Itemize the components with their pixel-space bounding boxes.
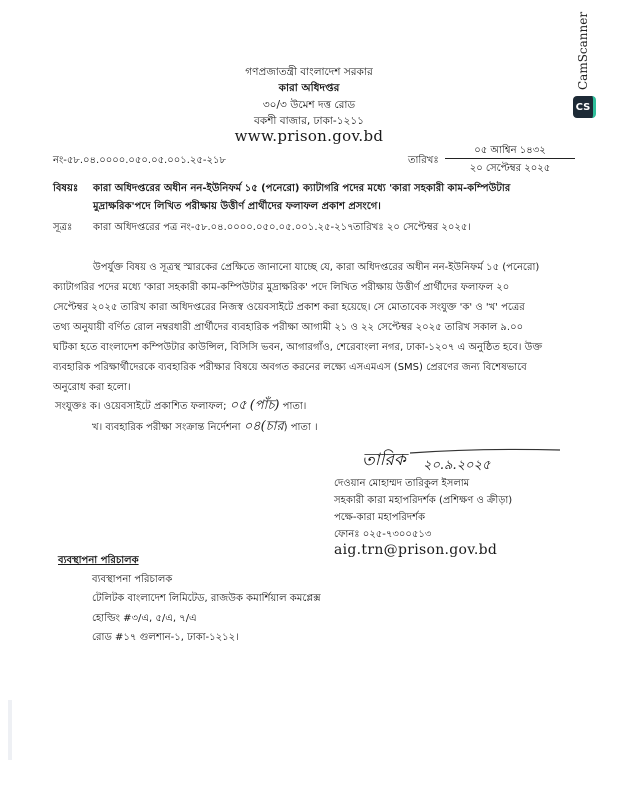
camscanner-watermark-text: CamScanner (576, 11, 590, 90)
subject-label: বিষয়ঃ (53, 183, 79, 194)
handwritten-date: ২০.৯.২০২৫ (423, 458, 491, 473)
attachment-2-count: ০৪( (243, 419, 266, 434)
date-divider (445, 158, 575, 159)
government-name: গণপ্রজাতন্ত্রী বাংলাদেশ সরকার (245, 66, 373, 78)
signatory-email[interactable]: aig.trn@prison.gov.bd (334, 542, 498, 558)
attachment-1-count: ০৫ (229, 398, 247, 413)
recipient-heading: ব্যবস্থাপনা পরিচালক (58, 555, 139, 566)
subject-line-2: মুদ্রাক্ষরিক'পদে লিখিত পরীক্ষায় উত্তীর্ণ প্রার্থীদের ফলাফল প্রকাশ প্রসংগে। (93, 201, 381, 212)
attachments-label: সংযুক্তঃ (55, 401, 87, 412)
address-line-1: ৩০/৩ উমেশ দত্ত রোড (262, 99, 356, 111)
recipient-line: টেলিটক বাংলাদেশ লিমিটেড, রাজউক কমার্শিয়াল কমপ্লেক্স (92, 593, 321, 604)
address-line-2: বকশী বাজার, ঢাকা-১২১১ (254, 115, 364, 127)
attachment-1-text: ক। ওয়েবসাইটে প্রকাশিত ফলাফল; (89, 401, 227, 412)
recipient-line: রোড #১৭ গুলশান-১, ঢাকা-১২১২। (92, 632, 239, 643)
date-english: ২০ সেপ্টেম্বর ২০২৫ (469, 163, 551, 174)
attachment-2-handwritten: চার (265, 419, 284, 434)
date-label: তারিখঃ (408, 155, 439, 166)
camscanner-logo-icon: CS (573, 96, 596, 118)
date-bangla: ০৫ আশ্বিন ১৪৩২ (474, 145, 546, 156)
body-line: অনুরোধ করা হলো। (53, 382, 131, 393)
attachment-1-handwritten: (পাঁচ) (249, 398, 280, 413)
attachment-2-suffix: ) পাতা । (283, 422, 318, 433)
signatory-name: দেওয়ান মোহাম্মদ তারিকুল ইসলাম (334, 478, 470, 489)
body-line: ঘটিকা হতে বাংলাদেশ কম্পিউটার কাউন্সিল, বিসিসি ভবন, আগারগাঁও, শেরেবাংলা নগর, ঢাকা-১২০৭ এ অনুষ্ঠিত হবে। উক্ত (53, 342, 543, 353)
signatory-on-behalf: পক্ষে-কারা মহাপরিদর্শক (334, 512, 426, 523)
body-line: ক্যাটাগরির পদের মধ্যে 'কারা সহকারী কাম-কম্পিউটার মুদ্রাক্ষরিক' পদে লিখিত পরীক্ষায় উত্তীর্ণ প্রার্থীদের ফলাফল ২০ (53, 282, 510, 293)
reference-date: তারিখঃ ২০ সেপ্টেম্বর ২০২৫। (353, 222, 471, 233)
office-name: কারা অধিদপ্তর (278, 82, 340, 94)
body-line: ব্যবহারিক পরিক্ষার্থীদেরকে ব্যবহারিক পরীক্ষার বিষয়ে অবগত করনের লক্ষ্যে এসএমএস (SMS) প্রেরণের জন্য বিশেষভাবে (53, 362, 527, 373)
subject-line-1: কারা অধিদপ্তরের অধীন নন-ইউনিফর্ম ১৫ (পনেরো) ক্যাটাগরি পদের মধ্যে 'কারা সহকারী কাম-কম্পিউটার (93, 183, 511, 194)
attachment-2 (92, 418, 318, 437)
website-link[interactable]: www.prison.gov.bd (234, 127, 384, 145)
reference-text: কারা অধিদপ্তরের পত্র নং-৫৮.০৪.০০০০.০৫০.০৫.০০১.২৫-২১৭ (93, 222, 354, 233)
attachments-block (55, 397, 306, 416)
signatory-phone: ফোনঃ ০২৫-৭৩০০৫১৩ (334, 529, 432, 540)
signatory-designation: সহকারী কারা মহাপরিদর্শক (প্রশিক্ষণ ও ক্রীড়া) (334, 495, 513, 506)
recipient-line: হোল্ডিং #৩/এ, ৫/এ, ৭/এ (92, 613, 197, 624)
reference-label: সূত্রঃ (53, 222, 73, 233)
body-line: তথ্য অনুযায়ী বর্ণিত রোল নম্বরধারী প্রার্থীদের ব্যবহারিক পরীক্ষা আগামী ২১ ও ২২ সেপ্টেম্বর ২০২৫ তারিখ সকাল ৯.০০ (53, 322, 524, 333)
body-line: উপর্যুক্ত বিষয় ও সূত্রস্থ স্মারকের প্রেক্ষিতে জানানো যাচ্ছে যে, কারা অধিদপ্তরের অধীন নন-ইউনিফর্ম ১৫ (পনেরো) (93, 262, 540, 273)
body-paragraph (53, 258, 573, 398)
recipient-line: ব্যবস্থাপনা পরিচালক (92, 574, 173, 585)
scan-edge-artifact (8, 700, 12, 760)
attachment-1-suffix: পাতা। (282, 401, 307, 412)
attachment-2-text: খ। ব্যবহারিক পরীক্ষা সংক্রান্ত নির্দেশনা (92, 422, 241, 433)
handwritten-signature: তারিক (362, 450, 406, 470)
body-line: সেপ্টেম্বর ২০২৫ তারিখ কারা অধিদপ্তরের নিজস্ব ওয়েবসাইটে প্রকাশ করা হয়েছে। সে মোতাবেক সংযুক্ত 'ক' ও 'খ' পত্রের (53, 302, 525, 313)
memo-number: নং-৫৮.০৪.০০০০.০৫০.০৫.০০১.২৫-২১৮ (53, 155, 226, 166)
